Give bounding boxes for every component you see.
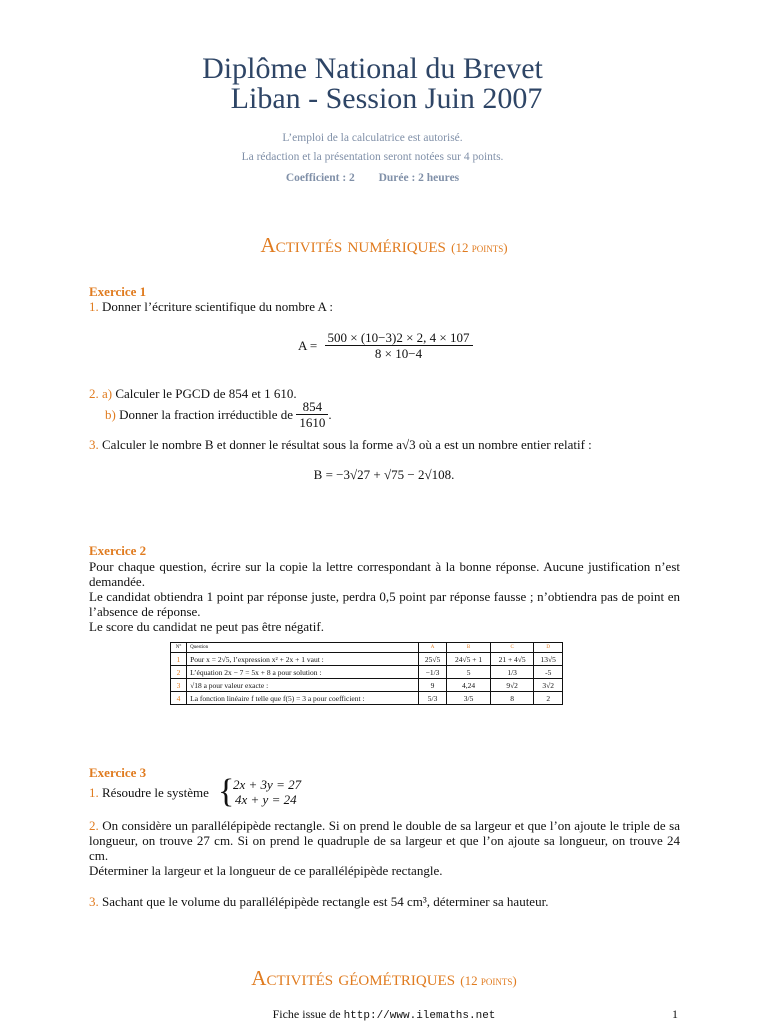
- answer-a: −1/3: [418, 666, 447, 679]
- row-question: La fonction linéaire f telle que f(5) = 3 a pour coefficient :: [187, 692, 419, 705]
- formula-b: B = −3√27 + √75 − 2√108.: [313, 467, 455, 482]
- header-cell-d: D: [534, 643, 563, 653]
- header-cell-question: Question: [187, 643, 419, 653]
- row-number: 4: [171, 692, 187, 705]
- table-row: [171, 666, 563, 679]
- answer-c: 1/3: [490, 666, 534, 679]
- answer-b: 3/5: [447, 692, 491, 705]
- table-row: [171, 679, 563, 692]
- ex3-question-1: [89, 785, 209, 800]
- answer-b: 24√5 + 1: [447, 653, 491, 666]
- exam-info: [0, 171, 745, 185]
- section-geometric-activities: [0, 966, 768, 993]
- ex2-instructions: [89, 559, 680, 634]
- duration: Durée : 2 heures: [378, 172, 460, 184]
- source-link[interactable]: http://www.ilemaths.net: [343, 1010, 496, 1022]
- fraction-denominator: 8 × 10−4: [374, 346, 423, 361]
- answer-a: 5/3: [418, 692, 447, 705]
- question-text: Donner la fraction irréductible de: [119, 407, 294, 422]
- ex3-question-3: [89, 894, 548, 909]
- row-number: 2: [171, 666, 187, 679]
- section-points: (12 points): [460, 973, 517, 988]
- answer-d: -5: [534, 666, 563, 679]
- section-title: Activités numériques: [260, 233, 446, 257]
- answer-d: 13√5: [534, 653, 563, 666]
- question-text: Calculer le PGCD de 854 et 1 610.: [115, 386, 297, 401]
- row-question: √18 a pour valeur exacte :: [187, 679, 419, 692]
- table-row: [171, 692, 563, 705]
- header-cell-a: A: [418, 643, 447, 653]
- question-text-2: Déterminer la largeur et la longueur de ce parallélépipède rectangle.: [89, 863, 443, 878]
- answer-b: 4,24: [447, 679, 491, 692]
- exercise-3-title: Exercice 3: [89, 765, 147, 780]
- question-number: 3.: [89, 437, 99, 452]
- exercise-1-title: Exercice 1: [89, 284, 147, 299]
- ex1-question-3: [89, 437, 592, 452]
- table-row: [171, 653, 563, 666]
- section-points: (12 points): [451, 240, 508, 255]
- mcq-table: [170, 642, 563, 705]
- calculator-note: L’emploi de la calculatrice est autorisé.: [282, 132, 463, 144]
- question-number: 2. a): [89, 386, 113, 401]
- presentation-note: La rédaction et la présentation seront notées sur 4 points.: [241, 151, 504, 163]
- equation-system: [233, 777, 301, 807]
- fraction-854-1610: [296, 399, 328, 430]
- answer-b: 5: [447, 666, 491, 679]
- row-question: L’équation 2x − 7 = 5x + 8 a pour solution :: [187, 666, 419, 679]
- ex2-paragraph-3: Le score du candidat ne peut pas être négatif.: [89, 619, 324, 634]
- question-text: On considère un parallélépipède rectangle. Si on prend le double de sa largeur et que l’on ajoute le triple de sa longueur, on trouve 27 cm. Si on prend le quadruple de sa largeur et que l’on ajoute sa longueur, on trouve 24 cm.: [89, 818, 680, 863]
- question-number: 3.: [89, 894, 99, 909]
- formula-a: [298, 330, 473, 361]
- system-brace: {: [218, 773, 235, 810]
- answer-c: 8: [490, 692, 534, 705]
- section-title: Activités géométriques: [251, 966, 456, 990]
- row-question: Pour x = 2√5, l’expression x² + 2x + 1 vaut :: [187, 653, 419, 666]
- equation-2: 4x + y = 24: [235, 792, 297, 807]
- row-number: 3: [171, 679, 187, 692]
- question-number: 1.: [89, 299, 99, 314]
- question-text: Sachant que le volume du parallélépipède rectangle est 54 cm³, déterminer sa hauteur.: [102, 894, 549, 909]
- formula-a-fraction: [325, 330, 473, 361]
- answer-c: 21 + 4√5: [490, 653, 534, 666]
- fraction-numerator: 854: [296, 399, 328, 415]
- answer-d: 3√2: [534, 679, 563, 692]
- question-text: Résoudre le système: [102, 785, 209, 800]
- question-text: Calculer le nombre B et donner le résultat sous la forme a√3 où a est un nombre entier relatif :: [102, 437, 592, 452]
- footer-prefix: Fiche issue de: [272, 1007, 341, 1021]
- fraction-denominator: 1610: [299, 415, 326, 430]
- ex1-question-1: [89, 299, 333, 314]
- answer-c: 9√2: [490, 679, 534, 692]
- ex2-paragraph-1: Pour chaque question, écrire sur la copie la lettre correspondant à la bonne réponse. Aucune justification n’est demandée.: [89, 559, 680, 589]
- fraction-numerator: 500 × (10−3)2 × 2, 4 × 107: [325, 330, 473, 346]
- coefficient: Coefficient : 2: [285, 172, 355, 184]
- page-number: 1: [672, 1007, 678, 1021]
- row-number: 1: [171, 653, 187, 666]
- exercise-2-title: Exercice 2: [89, 543, 147, 558]
- table-header-row: [171, 643, 563, 653]
- ex1-question-2b: b) Donner la fraction irréductible de $\frac{854}{1610}$ .: [105, 399, 332, 430]
- question-number: b): [105, 407, 116, 422]
- header-cell-b: B: [447, 643, 491, 653]
- footer: [0, 1007, 768, 1022]
- title-line-1: Diplôme National du Brevet: [202, 52, 543, 85]
- answer-d: 2: [534, 692, 563, 705]
- header-cell-number: N°: [171, 643, 187, 653]
- title-line-2: Liban - Session Juin 2007: [230, 82, 543, 115]
- ex3-question-2: [89, 818, 680, 878]
- ex2-paragraph-2: Le candidat obtiendra 1 point par réponse juste, perdra 0,5 point par réponse fausse ; n’obtiendra pas de point en l’absence de réponse.: [89, 589, 680, 619]
- question-number: 2.: [89, 818, 99, 833]
- section-numeric-activities: [0, 233, 768, 260]
- question-number: 1.: [89, 785, 99, 800]
- answer-a: 9: [418, 679, 447, 692]
- answer-a: 25√5: [418, 653, 447, 666]
- formula-a-label: A =: [298, 338, 318, 353]
- header-cell-c: C: [490, 643, 534, 653]
- question-text: Donner l’écriture scientifique du nombre A :: [102, 299, 334, 314]
- equation-1: 2x + 3y = 27: [233, 777, 302, 792]
